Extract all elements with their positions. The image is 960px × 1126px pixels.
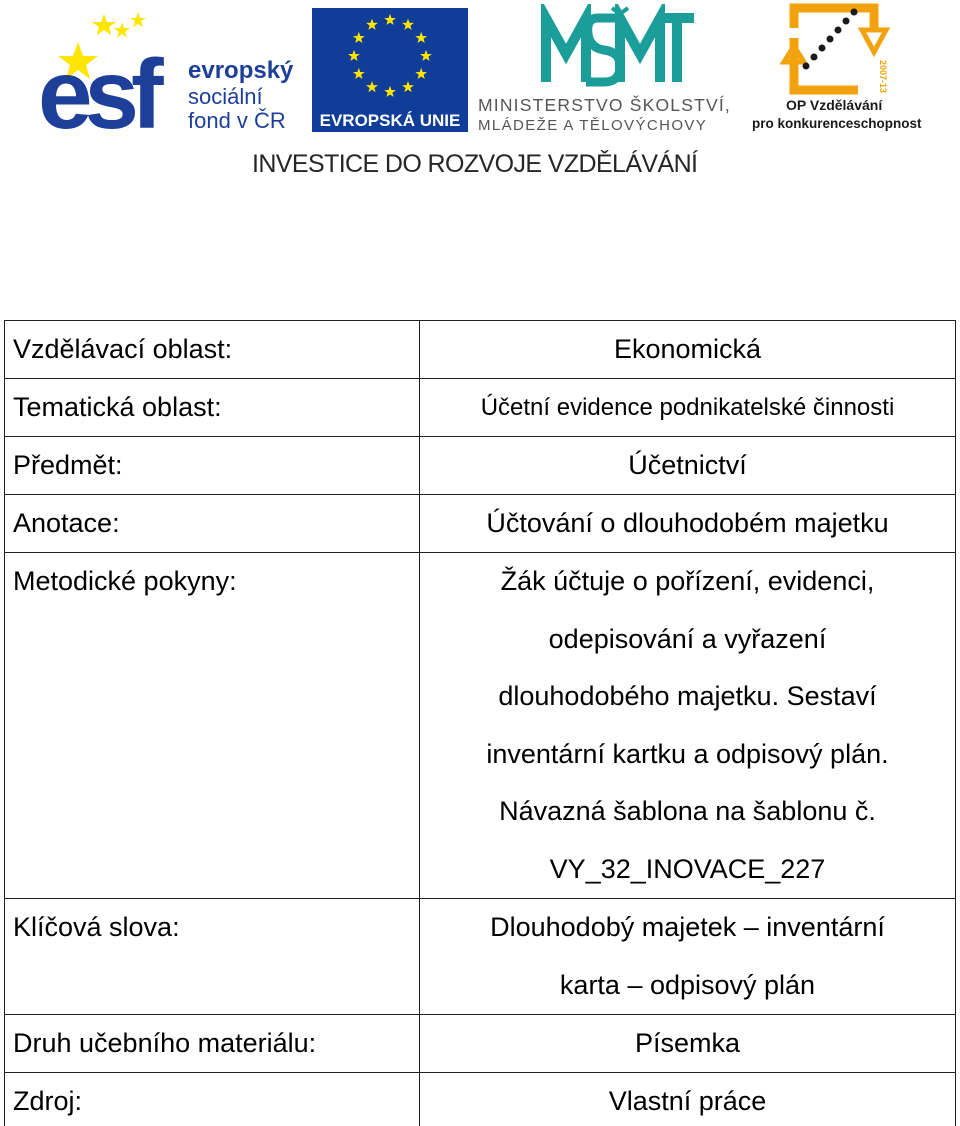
value-line: dlouhodobého majetku. Sestaví [498,681,877,711]
row-value: Účtování o dlouhodobém majetku [420,495,956,553]
op-years: 2007-13 [878,60,888,94]
msmt-line2: MLÁDEŽE A TĚLOVÝCHOVY [478,117,708,132]
table-row [5,1015,956,1073]
row-label: Klíčová slova: [5,899,420,1015]
esf-star-icon [130,12,146,27]
op-line2: pro konkurenceschopnost [752,116,922,131]
value-line: karta – odpisový plán [559,969,816,1000]
table-row [5,495,956,553]
row-label: Druh učebního materiálu: [5,1015,420,1073]
slogan: INVESTICE DO ROZVOJE VZDĚLÁVÁNÍ [252,150,698,178]
esf-wordmark: esf [38,39,156,132]
row-label: Předmět: [5,437,420,495]
msmt-monogram-icon [660,18,694,82]
row-label: Metodické pokyny: [5,553,420,899]
op-arrow-icon [862,30,886,52]
msmt-monogram-icon [620,18,660,82]
esf-star-icon [114,22,130,38]
msmt-monogram-icon [546,18,586,82]
eu-caption: EVROPSKÁ UNIE [319,111,461,130]
table-row [5,437,956,495]
msmt-logo [474,4,744,132]
row-value: Účetnictví [420,437,956,495]
table-row [5,321,956,379]
table-row [5,899,956,1015]
value-line: Návazná šablona na šablonu č. [499,796,876,826]
row-label: Anotace: [5,495,420,553]
op-line1: OP Vzdělávání [786,97,883,113]
row-label: Zdroj: [5,1073,420,1126]
msmt-line1: MINISTERSTVO ŠKOLSTVÍ, [478,95,731,115]
row-value [420,899,956,1015]
value-line: odepisování a vyřazení [548,623,827,654]
esf-line1: evropský [188,57,294,84]
esf-line3: fond v ČR [188,108,286,132]
row-value: Účetní evidence podnikatelské činnosti [420,379,956,437]
row-label: Vzdělávací oblast: [5,321,420,379]
msmt-monogram-icon [586,18,620,82]
table-row [5,553,956,899]
row-value [420,553,956,899]
op-vzdelavani-logo [748,2,926,132]
value-line: Žák účtuje o pořízení, evidenci, [500,566,875,596]
esf-logo [38,8,300,132]
metadata-table [4,320,956,1126]
value-line: Dlouhodobý majetek – inventární [490,912,885,942]
op-dots-icon [803,9,858,70]
table-row [5,379,956,437]
row-label: Tematická oblast: [5,379,420,437]
value-line: inventární kartku a odpisový plán. [486,738,889,769]
logo-header [0,0,960,140]
esf-line2: sociální [188,84,263,109]
esf-star-icon [92,14,116,35]
row-value: Ekonomická [420,321,956,379]
table-row [5,1073,956,1126]
eu-flag-logo [312,8,468,132]
value-line: VY_32_INOVACE_227 [549,853,826,884]
row-value: Písemka [420,1015,956,1073]
row-value: Vlastní práce [420,1073,956,1126]
